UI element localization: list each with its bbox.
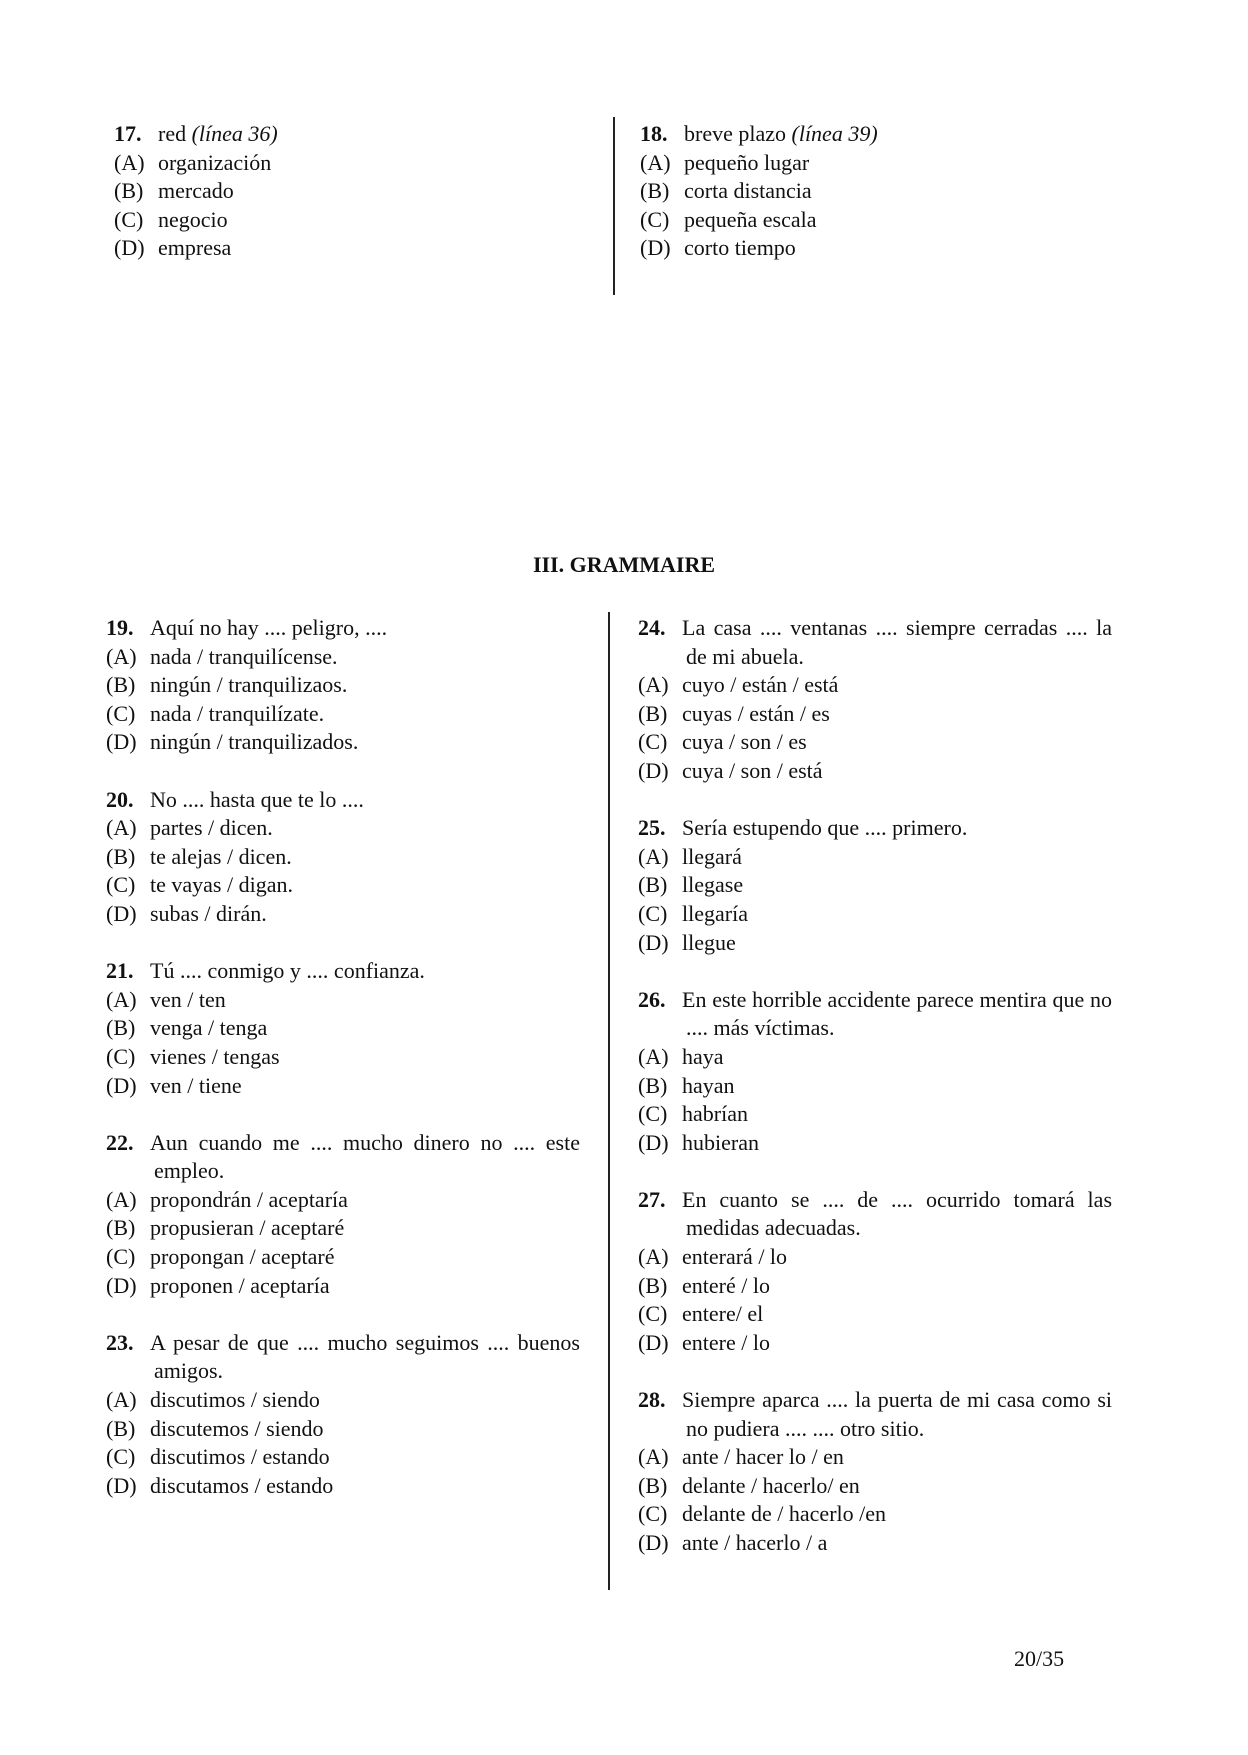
option-a: (A) haya bbox=[638, 1043, 724, 1069]
question-stem: 20. No .... hasta que te lo .... bbox=[106, 786, 364, 812]
option-d: (D) subas / dirán. bbox=[106, 900, 267, 926]
question-18 bbox=[640, 120, 1120, 263]
question-19 bbox=[106, 614, 580, 757]
option-d: (D) cuya / son / está bbox=[638, 757, 823, 783]
question-number: 17. bbox=[114, 121, 142, 146]
question-stem: 19. Aquí no hay .... peligro, .... bbox=[106, 615, 388, 640]
option-d: (D) proponen / aceptaría bbox=[106, 1272, 330, 1298]
option-b: (B) corta distancia bbox=[640, 178, 812, 204]
line-reference: (línea 39) bbox=[791, 121, 878, 146]
option-b: (B) ningún / tranquilizaos. bbox=[106, 672, 348, 698]
option-b: (B) llegase bbox=[638, 872, 744, 898]
question-27 bbox=[638, 1186, 1112, 1358]
option-b: (B) hayan bbox=[638, 1072, 735, 1098]
question-23 bbox=[106, 1329, 580, 1501]
option-d: (D) ningún / tranquilizados. bbox=[106, 729, 359, 755]
option-a: (A) enterará / lo bbox=[638, 1244, 788, 1270]
question-21 bbox=[106, 957, 580, 1100]
option-b: (B) venga / tenga bbox=[106, 1015, 268, 1041]
page-number: 20/35 bbox=[1014, 1646, 1065, 1671]
option-c: (C) propongan / aceptaré bbox=[106, 1244, 335, 1270]
question-stem: 28. Siempre aparca .... la puerta de mi casa como si no pudiera .... .... otro sitio. bbox=[638, 1387, 1112, 1441]
option-c: (C) discutimos / estando bbox=[106, 1444, 330, 1470]
right-column bbox=[638, 614, 1112, 1558]
option-d: (D) discutamos / estando bbox=[106, 1472, 334, 1498]
question-stem: 22. Aun cuando me .... mucho dinero no .... este empleo. bbox=[106, 1129, 580, 1184]
question-stem bbox=[640, 120, 1120, 149]
option-c: (C) habrían bbox=[638, 1101, 748, 1127]
question-22 bbox=[106, 1129, 580, 1301]
option-b: (B) te alejas / dicen. bbox=[106, 843, 292, 869]
option-a: (A) pequeño lugar bbox=[640, 149, 810, 175]
option-a: (A) discutimos / siendo bbox=[106, 1387, 320, 1413]
question-stem: 23. A pesar de que .... mucho seguimos .... buenos amigos. bbox=[106, 1329, 580, 1384]
option-c: (C) cuya / son / es bbox=[638, 729, 807, 755]
option-c: (C) negocio bbox=[114, 206, 228, 232]
option-a: (A) nada / tranquilícense. bbox=[106, 643, 338, 669]
option-d: (D) empresa bbox=[114, 235, 232, 261]
question-stem: 26. En este horrible accidente parece mentira que no .... más víctimas. bbox=[638, 986, 1112, 1041]
section-title: III. GRAMMAIRE bbox=[532, 552, 716, 577]
question-stem: 24. La casa .... ventanas .... siempre cerradas .... la de mi abuela. bbox=[638, 615, 1112, 669]
option-b: (B) delante / hacerlo/ en bbox=[638, 1472, 860, 1498]
option-d: (D) hubieran bbox=[638, 1129, 759, 1155]
option-a: (A) ven / ten bbox=[106, 986, 226, 1012]
question-stem: 21. Tú .... conmigo y .... confianza. bbox=[106, 958, 425, 984]
question-17 bbox=[114, 120, 594, 263]
option-a: (A) llegará bbox=[638, 843, 742, 869]
option-b: (B) enteré / lo bbox=[638, 1272, 770, 1298]
column-divider-bottom bbox=[608, 612, 610, 1590]
option-b: (B) cuyas / están / es bbox=[638, 700, 830, 726]
option-d: (D) ante / hacerlo / a bbox=[638, 1530, 828, 1555]
option-c: (C) vienes / tengas bbox=[106, 1043, 280, 1069]
question-26 bbox=[638, 986, 1112, 1158]
option-a: (A) propondrán / aceptaría bbox=[106, 1186, 348, 1212]
option-c: (C) nada / tranquilízate. bbox=[106, 700, 325, 726]
option-b: (B) discutemos / siendo bbox=[106, 1415, 324, 1441]
option-a: (A) ante / hacer lo / en bbox=[638, 1444, 844, 1470]
question-25 bbox=[638, 814, 1112, 957]
question-word: red bbox=[158, 121, 187, 146]
option-d: (D) ven / tiene bbox=[106, 1072, 242, 1098]
left-column bbox=[106, 614, 580, 1500]
option-c: (C) te vayas / digan. bbox=[106, 872, 293, 898]
question-word: breve plazo bbox=[684, 121, 786, 146]
option-d: (D) entere / lo bbox=[638, 1329, 770, 1355]
option-a: (A) partes / dicen. bbox=[106, 815, 273, 841]
option-d: (D) llegue bbox=[638, 929, 736, 955]
column-divider-top bbox=[613, 117, 615, 295]
option-c: (C) pequeña escala bbox=[640, 206, 817, 232]
question-28 bbox=[638, 1386, 1112, 1558]
question-number: 18. bbox=[640, 121, 668, 146]
option-a: (A) cuyo / están / está bbox=[638, 672, 839, 698]
option-c: (C) entere/ el bbox=[638, 1301, 764, 1327]
line-reference: (línea 36) bbox=[191, 121, 278, 146]
question-24 bbox=[638, 614, 1112, 786]
question-stem: 25. Sería estupendo que .... primero. bbox=[638, 815, 968, 841]
option-b: (B) propusieran / aceptaré bbox=[106, 1215, 345, 1241]
option-c: (C) delante de / hacerlo /en bbox=[638, 1501, 887, 1527]
question-20 bbox=[106, 786, 580, 929]
option-d: (D) corto tiempo bbox=[640, 235, 796, 261]
question-stem: 27. En cuanto se .... de .... ocurrido tomará las medidas adecuadas. bbox=[638, 1186, 1112, 1241]
option-c: (C) llegaría bbox=[638, 900, 748, 926]
option-b: (B) mercado bbox=[114, 178, 234, 204]
option-a: (A) organización bbox=[114, 149, 272, 175]
question-stem bbox=[114, 120, 594, 149]
